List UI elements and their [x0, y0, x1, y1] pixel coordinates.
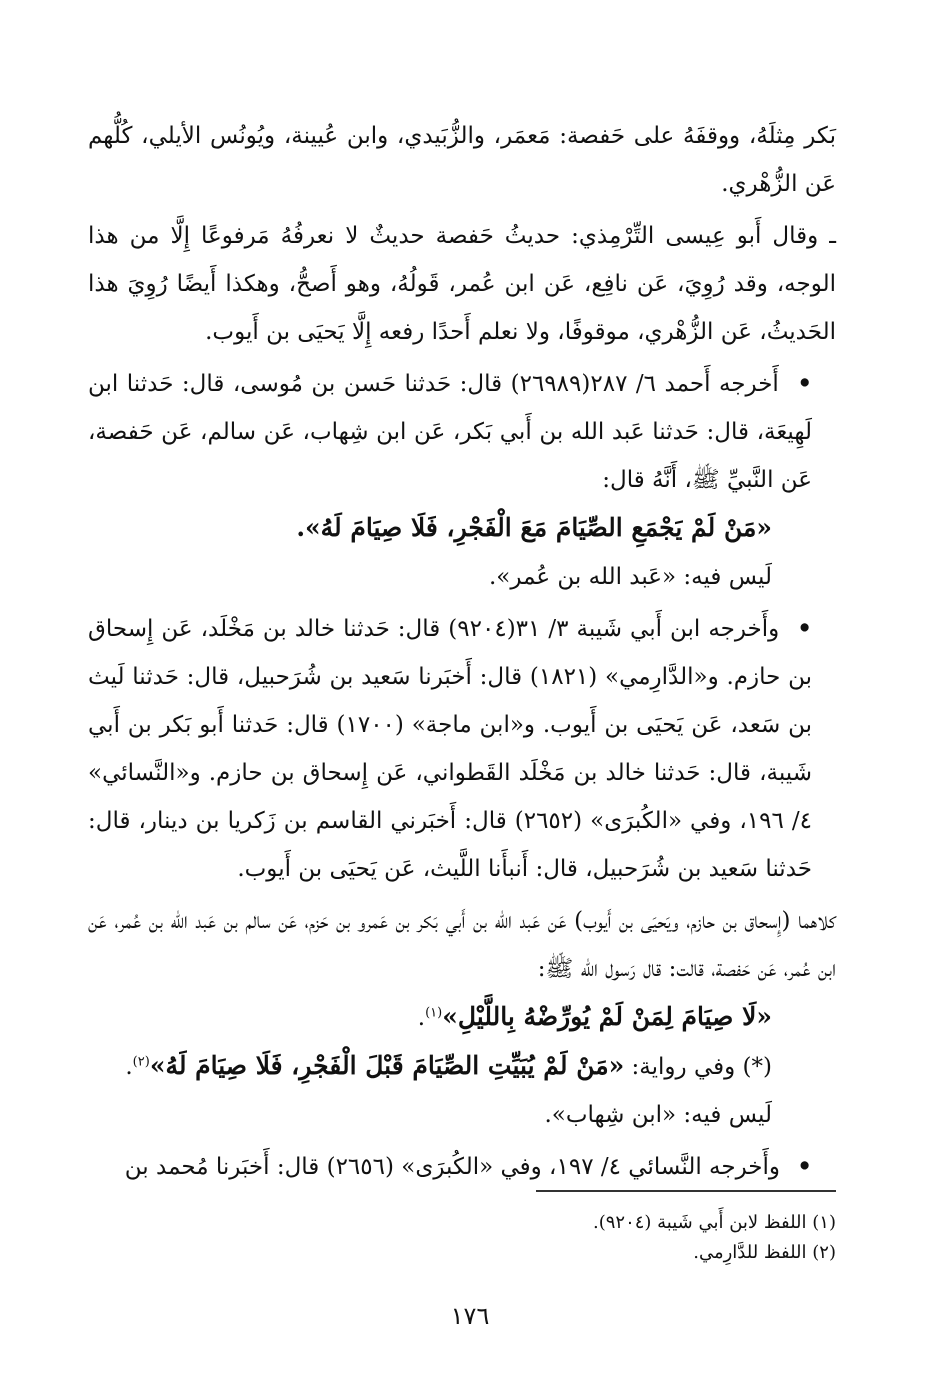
paragraph-both: كلاهما (إِسحاق بن حازم، ويَحيَى بن أَيوب) عَن عَبد الله بن أَبي بَكر بن عَمرو بن حَزم، عَن سالم بن عَبد الله بن عُمر، عَن ابن عُمر، عَن حَفصة، قالت: قال رَسول الله ﷺ:	[88, 908, 836, 982]
paragraph-nasai	[88, 1143, 836, 1191]
paragraph-ahmad-text: أَخرجه أَحمد ٦/ ٢٨٧(٢٦٩٨٩) قال: حَدثنا حَسن بن مُوسى، قال: حَدثنا ابن لَهِيعَة، قال: حَدثنا عَبد الله بن أَبي بَكر، عَن ابن شِهاب، عَن سالم، عَن حَفصة، عَن النَّبيِّ ﷺ، أَنَّهُ قال:	[88, 371, 812, 493]
paragraph-ibn-abi-shayba	[88, 605, 836, 893]
footnotes	[106, 1208, 836, 1268]
paragraph-tirmidhi: ـ وقال أَبو عِيسى التِّرْمِذي: حديثُ حَفصة حديثٌ لا نعرفُهُ مَرفوعًا إِلَّا من هذا الوجه، وقد رُوِيَ، عَن نافِع، عَن ابن عُمر، قَولُهُ، وهو أَصحُّ، وهكذا أَيضًا رُوِيَ هذا الحَديثُ، عَن الزُّهْري، موقوفًا، ولا نعلم أَحدًا رفعه إِلَّا يَحيَى بن أَيوب.	[88, 223, 836, 345]
hadith-quote-1-text: «مَنْ لَمْ يَجْمَعِ الصِّيَامَ مَعَ الْفَجْرِ، فَلَا صِيَامَ لَهُ».	[296, 513, 772, 542]
page-body	[88, 112, 836, 1191]
footnote-ref-2: (٢)	[132, 1054, 150, 1070]
paragraph-ahmad	[88, 360, 836, 504]
note-1: لَيس فيه: «عَبد الله بن عُمر».	[489, 564, 772, 590]
hadith-quote-3-prefix: (*) وفي رواية:	[624, 1054, 772, 1080]
footnote-1: (١) اللفظ لابن أَبي شَيبة (٩٢٠٤).	[592, 1212, 836, 1233]
footnote-2: (٢) اللفظ للدَّارِمي.	[693, 1242, 836, 1263]
hadith-quote-2	[88, 993, 836, 1042]
bullet-icon: •	[797, 370, 813, 397]
hadith-quote-1	[88, 504, 836, 553]
hadith-quote-2-text: «لَا صِيَامَ لِمَنْ لَمْ يُورِّضْهُ بِاللَّيْلِ»	[442, 1002, 772, 1031]
bullet-icon: •	[797, 615, 812, 642]
hadith-quote-3-period: .	[125, 1054, 133, 1080]
footnote-divider	[536, 1190, 836, 1192]
paragraph-ibn-abi-shayba-text: وأَخرجه ابن أَبي شَيبة ٣/ ٣١(٩٢٠٤) قال: حَدثنا خالد بن مَخْلَد، عَن إِسحاق بن حازم. و«الدَّارِمي» (١٨٢١) قال: أَخبَرنا سَعيد بن شُرَحبيل، قال: حَدثنا لَيث بن سَعد، عَن يَحيَى بن أَيوب. و«ابن ماجة» (١٧٠٠) قال: حَدثنا أَبو بَكر بن أَبي شَيبة، قال: حَدثنا خالد بن مَخْلَد القَطواني، عَن إِسحاق بن حازم. و«النَّسائي» ٤/ ١٩٦، وفي «الكُبرَى» (٢٦٥٢) قال: أَخبَرني القاسم بن زَكريا بن دينار، قال: حَدثنا سَعيد بن شُرَحبيل، قال: أَنبأَنا اللَّيث، عَن يَحيَى بن أَيوب.	[88, 616, 813, 882]
hadith-quote-3	[88, 1042, 836, 1091]
hadith-quote-3-text: «مَنْ لَمْ يُبَيِّتِ الصِّيَامَ قَبْلَ الْفَجْرِ، فَلَا صِيَامَ لَهُ»	[149, 1051, 625, 1080]
footnote-ref-1: (١)	[425, 1005, 443, 1021]
paragraph-nasai-text: وأَخرجه النَّسائي ٤/ ١٩٧، وفي «الكُبرَى» (٢٦٥٦) قال: أَخبَرنا مُحمد بن	[124, 1154, 780, 1180]
bullet-icon: •	[797, 1153, 812, 1180]
page-number: ١٧٦	[450, 1302, 490, 1330]
hadith-quote-2-period: .	[417, 1005, 426, 1031]
paragraph-1: بَكر مِثلَهُ، ووقفَهُ على حَفصة: مَعمَر، والزُّبَيدي، وابن عُيينة، ويُونُس الأيلي، كُلُّهم عَن الزُّهْري.	[88, 123, 836, 197]
note-2: لَيس فيه: «ابن شِهاب».	[544, 1102, 772, 1128]
